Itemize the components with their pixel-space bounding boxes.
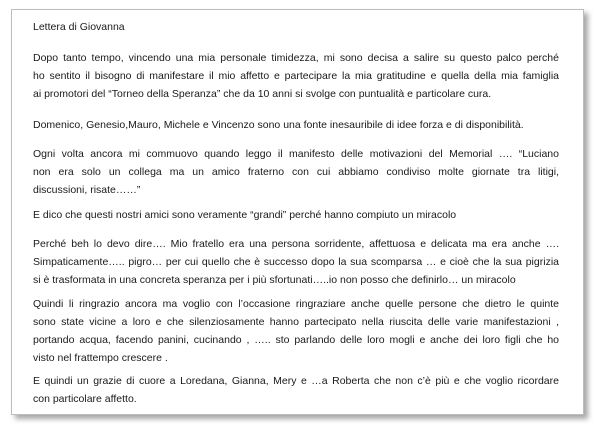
text-line: Dopo tanto tempo, vincendo una mia personale timidezza, mi sono decisa a salire su questo palco perché	[33, 52, 559, 64]
text-line: visto nel frattempo crescere .	[33, 352, 168, 364]
text-line: Simpaticamente….. pigro… per cui quello che è successo dopo la sua scomparsa … e cioè che la sua pigrizia	[33, 256, 559, 268]
text-line: con particolare affetto.	[33, 393, 137, 405]
paragraph-names	[33, 116, 559, 134]
paragraph-brother	[33, 235, 559, 289]
paragraph-miracle	[33, 206, 559, 224]
text-line: E quindi un grazie di cuore a Loredana, Gianna, Mery e …a Roberta che non c’è più e che voglio ricordare	[33, 375, 559, 387]
text-line: E dico che questi nostri amici sono veramente “grandi” perché hanno compiuto un miracolo	[33, 209, 457, 221]
text-line: Quindi li ringrazio ancora ma voglio con l’occasione ringraziare anche quelle persone che dietro le quinte	[33, 298, 559, 310]
text-line: portando acqua, facendo panini, cucinando , ….. sto parlando delle loro mogli e anche dei loro figli che ho	[33, 334, 559, 346]
text-line: Perché beh lo devo dire…. Mio fratello era una persona sorridente, affettuosa e delicata ma era anche ….	[33, 238, 559, 250]
paragraph-closing	[33, 372, 559, 408]
paragraph-intro	[33, 49, 559, 103]
paragraph-thanks	[33, 295, 559, 367]
text-line: ho sentito il bisogno di manifestare il mio affetto e partecipare la mia gratitudine e quella della mia famiglia	[33, 70, 559, 82]
text-line: ai promotori del “Torneo della Speranza” che da 10 anni si svolge con puntualità e particolare cura.	[33, 88, 492, 100]
paragraph-memorial	[33, 145, 559, 199]
text-line: si è trasformata in una concreta speranza per i più sfortunati…..io non posso che definirlo… un miracolo	[33, 274, 516, 286]
document-title: Lettera di Giovanna	[33, 21, 125, 33]
text-line: Ogni volta ancora mi commuovo quando leggo il manifesto delle motivazioni del Memorial …. “Luciano	[33, 148, 559, 160]
text-line: sono state vicine a loro e che silenziosamente hanno partecipato nella riuscita delle varie manifestazioni ,	[33, 316, 559, 328]
text-line: Domenico, Genesio,Mauro, Michele e Vincenzo sono una fonte inesauribile di idee forza e di disponibilità.	[33, 119, 524, 131]
text-line: discussioni, risate……”	[33, 184, 141, 196]
text-line: non era solo un collega ma un amico fraterno con cui abbiamo condiviso molte giornate tra litigi,	[33, 166, 559, 178]
